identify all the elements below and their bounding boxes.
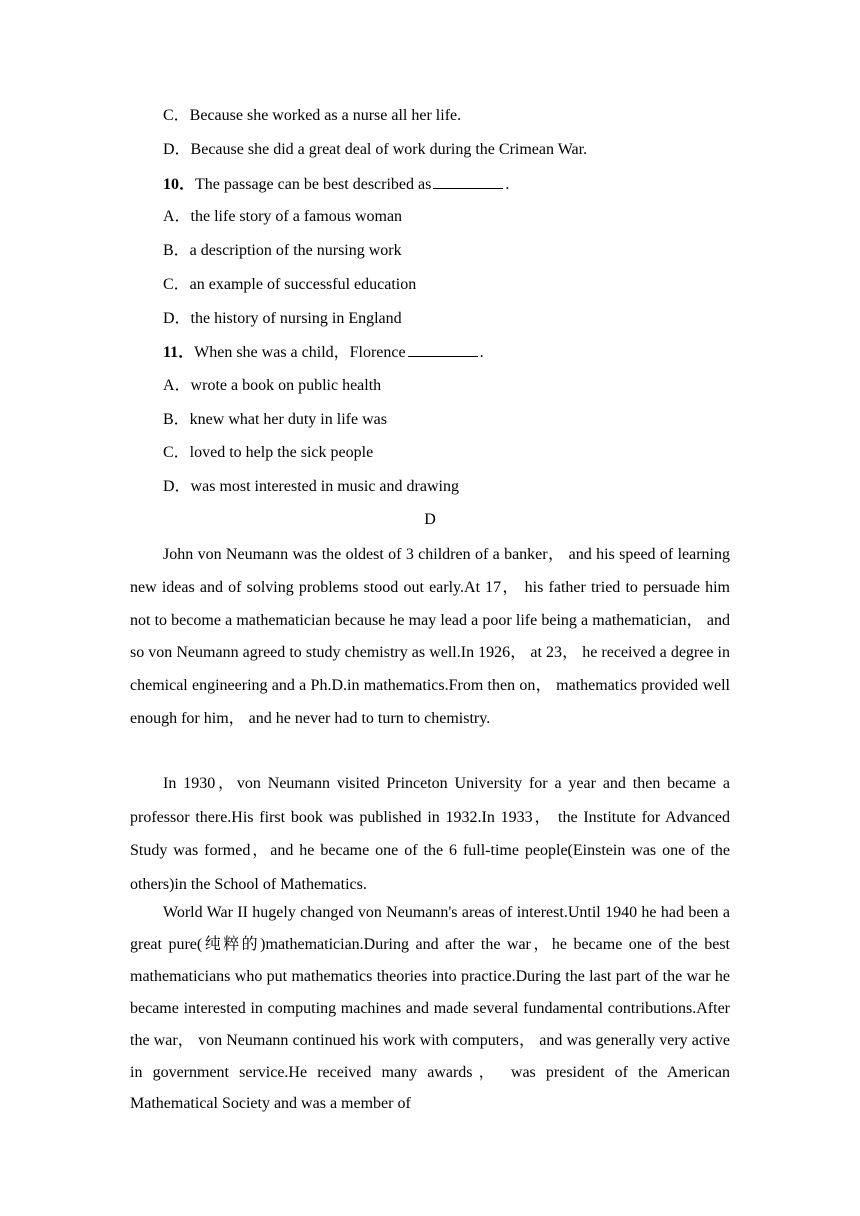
q10-option-d: D．the history of nursing in England [163,310,402,327]
q10-answer-blank [433,174,503,189]
q11-answer-blank [408,342,478,357]
q11-option-c: C．loved to help the sick people [163,444,374,461]
q11-option-d: D．was most interested in music and drawing [163,478,459,495]
q11-option-b: B．knew what her duty in life was [163,411,387,428]
q11-stem: When she was a child，Florence [194,344,406,361]
q11-option-a: A．wrote a book on public health [163,377,382,394]
section-heading: D [424,511,436,528]
q9-option-c: C．Because she worked as a nurse all her life. [163,107,462,124]
q10-end: . [505,176,510,193]
passage-paragraph-2: In 1930，von Neumann visited Princeton University for a year and then became a professor there.His first book was published in 1932.In 1933， the Institute for Advanced Study was formed，and he became one of the 6 full-time people(Einstein was one of the others)in the School of Mathematics. [130,775,730,893]
passage-paragraph-3: World War II hugely changed von Neumann's areas of interest.Until 1940 he had been a great pure(纯粹的)mathematician.During and after the war，he became one of the best mathematicians who put mathematics theories into practice.During the last part of the war he became interested in computing machines and made several fundamental contributions.After the war， von Neumann continued his work with computers， and was generally very active in government service.He received many awards， was president of the American Mathematical Society and was a member of [130,904,730,1113]
q11-number: 11． [163,344,195,361]
q10-option-a: A．the life story of a famous woman [163,208,403,225]
q11-end: . [479,344,484,361]
q10-option-c: C．an example of successful education [163,276,417,293]
q10-number: 10． [163,176,196,193]
passage-paragraph-1: John von Neumann was the oldest of 3 children of a banker， and his speed of learning new ideas and of solving problems stood out early.At 17， his father tried to persuade him not to become a mathematician because he may lead a poor life being a mathematician， and so von Neumann agreed to study chemistry as well.In 1926， at 23， he received a degree in chemical engineering and a Ph.D.in mathematics.From then on， mathematics provided well enough for him， and he never had to turn to chemistry. [130,546,731,727]
q9-option-d: D．Because she did a great deal of work during the Crimean War. [163,141,588,158]
q11-stem-line [163,342,484,363]
q10-stem: The passage can be best described as [195,176,432,193]
q10-option-b: B．a description of the nursing work [163,242,402,259]
q10-stem-line [163,174,509,195]
